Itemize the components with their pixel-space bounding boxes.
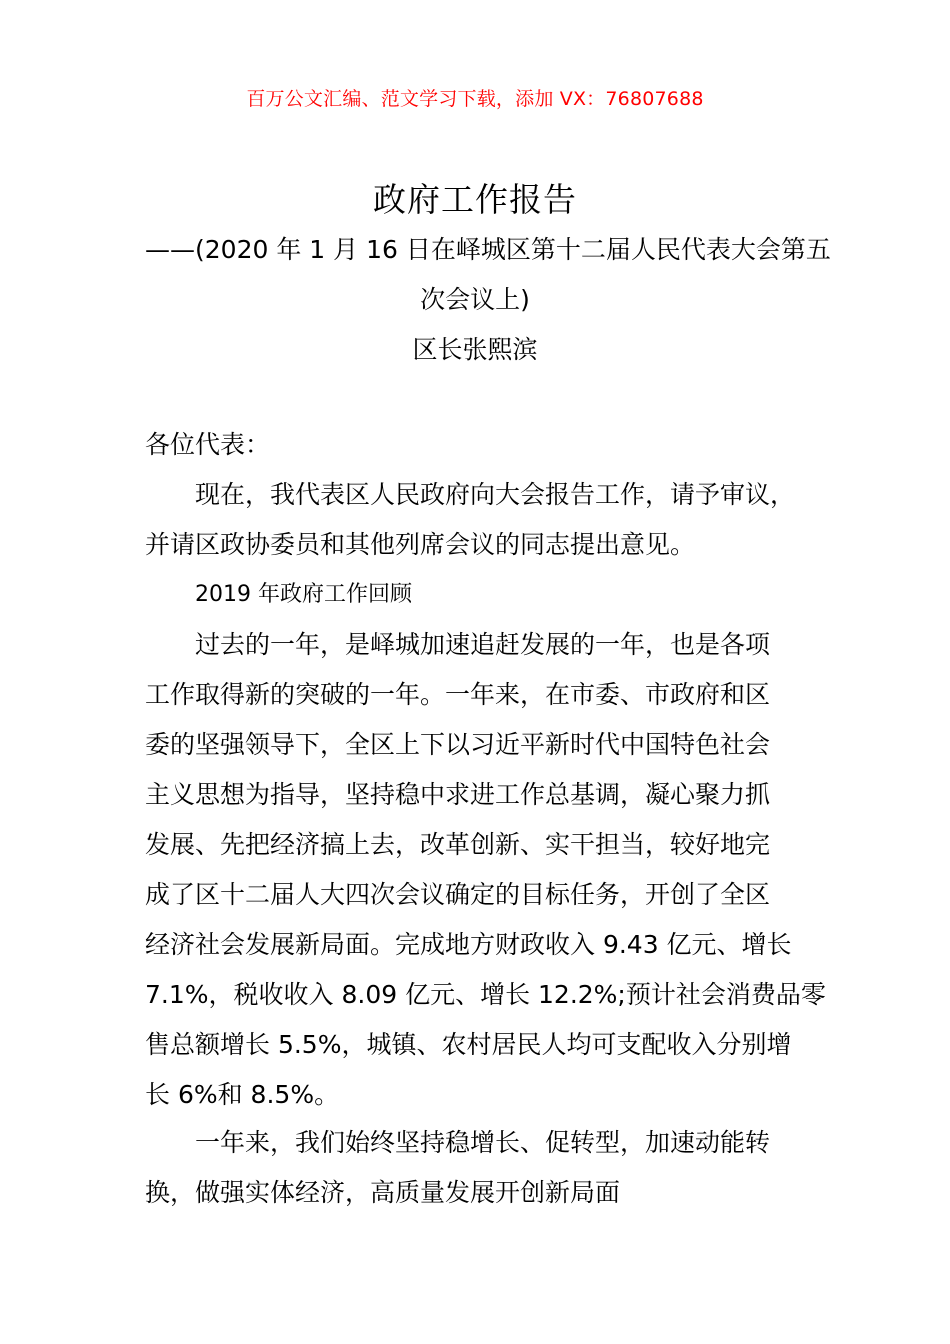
subtitle-line-2: 次会议上) bbox=[420, 285, 530, 314]
section-heading: 2019 年政府工作回顾 bbox=[195, 582, 412, 607]
paragraph-1-line: 并请区政协委员和其他列席会议的同志提出意见。 bbox=[145, 530, 696, 559]
paragraph-2-line: 成了区十二届人大四次会议确定的目标任务，开创了全区 bbox=[145, 880, 771, 909]
paragraph-2-line: 长 6%和 8.5%。 bbox=[145, 1080, 340, 1109]
header-ad-text: 百万公文汇编、范文学习下载，添加 VX：76807688 bbox=[246, 88, 704, 110]
paragraph-1-line: 现在，我代表区人民政府向大会报告工作，请予审议， bbox=[195, 480, 796, 509]
paragraph-3-line: 换，做强实体经济，高质量发展开创新局面 bbox=[145, 1178, 621, 1207]
paragraph-2-line: 委的坚强领导下，全区上下以习近平新时代中国特色社会 bbox=[145, 730, 771, 759]
greeting: 各位代表： bbox=[145, 430, 271, 459]
paragraph-2-line: 售总额增长 5.5%，城镇、农村居民人均可支配收入分别增 bbox=[145, 1030, 792, 1059]
paragraph-3 bbox=[145, 1118, 835, 1218]
author-line: 区长张熙滨 bbox=[412, 335, 538, 364]
paragraph-2-line: 主义思想为指导，坚持稳中求进工作总基调，凝心聚力抓 bbox=[145, 780, 771, 809]
paragraph-3-line: 一年来，我们始终坚持稳增长、促转型，加速动能转 bbox=[195, 1128, 771, 1157]
paragraph-2-line: 经济社会发展新局面。完成地方财政收入 9.43 亿元、增长 bbox=[145, 930, 792, 959]
subtitle-line-1: ——(2020 年 1 月 16 日在峄城区第十二届人民代表大会第五 bbox=[145, 235, 831, 264]
paragraph-2-line: 发展、先把经济搞上去，改革创新、实干担当，较好地完 bbox=[145, 830, 771, 859]
document-title: 政府工作报告 bbox=[373, 180, 577, 219]
paragraph-2 bbox=[145, 620, 835, 1120]
paragraph-2-line: 7.1%，税收收入 8.09 亿元、增长 12.2%;预计社会消费品零 bbox=[145, 980, 826, 1009]
paragraph-2-line: 过去的一年，是峄城加速追赶发展的一年，也是各项 bbox=[195, 630, 771, 659]
paragraph-1 bbox=[145, 470, 835, 570]
paragraph-2-line: 工作取得新的突破的一年。一年来，在市委、市政府和区 bbox=[145, 680, 771, 709]
